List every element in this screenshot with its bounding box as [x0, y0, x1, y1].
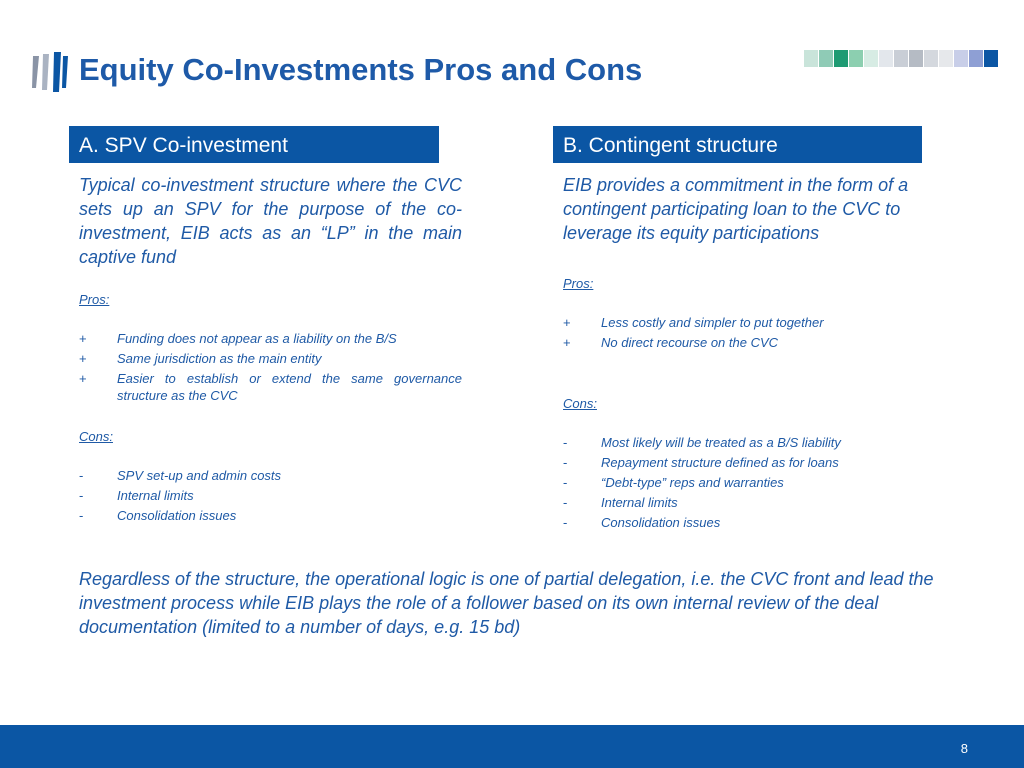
- list-item-text: No direct recourse on the CVC: [601, 335, 779, 350]
- column-b-pros-label: Pros:: [563, 276, 594, 291]
- pro-item: [563, 334, 953, 351]
- column-b-cons-list: [563, 434, 953, 534]
- list-item-text: Less costly and simpler to put together: [601, 315, 824, 330]
- con-item: [563, 494, 953, 511]
- list-item-text: Same jurisdiction as the main entity: [117, 351, 322, 366]
- pro-item: [563, 314, 953, 331]
- con-item: [563, 514, 953, 531]
- list-marker: -: [79, 488, 84, 503]
- list-marker: +: [563, 315, 571, 330]
- list-item-text: Funding does not appear as a liability on the B/S: [117, 331, 397, 346]
- column-a-pros-label: Pros:: [79, 292, 110, 307]
- bottom-bar: [0, 725, 1024, 768]
- color-swatch: [984, 50, 998, 67]
- color-swatch: [894, 50, 908, 67]
- list-item-text: Most likely will be treated as a B/S liability: [601, 435, 841, 450]
- column-a-pros-list: [79, 330, 462, 407]
- pro-item: [79, 330, 462, 347]
- color-swatch: [879, 50, 893, 67]
- list-marker: -: [563, 495, 568, 510]
- conclusion-text: Regardless of the structure, the operational logic is one of partial delegation, i.e. the CVC front and lead the investment process while EIB plays the role of a follower based on its own internal review of the deal documentation (limited to a number of days, e.g. 15 bd): [79, 569, 934, 637]
- page-number: 8: [960, 741, 968, 756]
- color-swatch: [864, 50, 878, 67]
- list-marker: -: [563, 435, 568, 450]
- list-item-text: Internal limits: [601, 495, 678, 510]
- list-item-text: “Debt-type” reps and warranties: [601, 475, 784, 490]
- list-marker: +: [79, 351, 87, 366]
- column-b-header: B. Contingent structure: [553, 126, 922, 163]
- con-item: [563, 454, 953, 471]
- list-marker: -: [563, 455, 568, 470]
- color-swatch: [909, 50, 923, 67]
- column-b-cons-label: Cons:: [563, 396, 597, 411]
- color-swatch: [804, 50, 818, 67]
- column-b-intro: EIB provides a commitment in the form of a contingent participating loan to the CVC to leverage its equity participations: [563, 175, 909, 243]
- con-item: [79, 487, 462, 504]
- list-item-text: Consolidation issues: [601, 515, 721, 530]
- list-marker: -: [563, 475, 568, 490]
- column-b-pros-list: [563, 314, 953, 354]
- column-a-header: A. SPV Co-investment: [69, 126, 439, 163]
- list-marker: -: [79, 468, 84, 483]
- con-item: [79, 507, 462, 524]
- color-swatch-strip: [804, 50, 998, 67]
- con-item: [563, 474, 953, 491]
- list-item-text: Internal limits: [117, 488, 194, 503]
- list-marker: +: [79, 331, 87, 346]
- list-item-text: Easier to establish or extend the same governance structure as the CVC: [117, 371, 462, 403]
- column-a-cons-label: Cons:: [79, 429, 113, 444]
- color-swatch: [954, 50, 968, 67]
- column-a-cons-list: [79, 467, 462, 527]
- list-marker: -: [563, 515, 568, 530]
- list-item-text: Consolidation issues: [117, 508, 237, 523]
- list-marker: -: [79, 508, 84, 523]
- list-item-text: SPV set-up and admin costs: [117, 468, 282, 483]
- color-swatch: [819, 50, 833, 67]
- eib-stripes-logo-icon: [30, 50, 70, 92]
- color-swatch: [834, 50, 848, 67]
- pro-item: [79, 350, 462, 367]
- con-item: [79, 467, 462, 484]
- list-item-text: Repayment structure defined as for loans: [601, 455, 839, 470]
- pro-item: [79, 370, 462, 404]
- color-swatch: [849, 50, 863, 67]
- color-swatch: [969, 50, 983, 67]
- con-item: [563, 434, 953, 451]
- color-swatch: [939, 50, 953, 67]
- color-swatch: [924, 50, 938, 67]
- column-a-intro: Typical co-investment structure where the CVC sets up an SPV for the purpose of the co-investment, EIB acts as an “LP” in the main captive fund: [79, 175, 462, 267]
- list-marker: +: [563, 335, 571, 350]
- list-marker: +: [79, 371, 87, 386]
- page-title: Equity Co-Investments Pros and Cons: [79, 52, 643, 87]
